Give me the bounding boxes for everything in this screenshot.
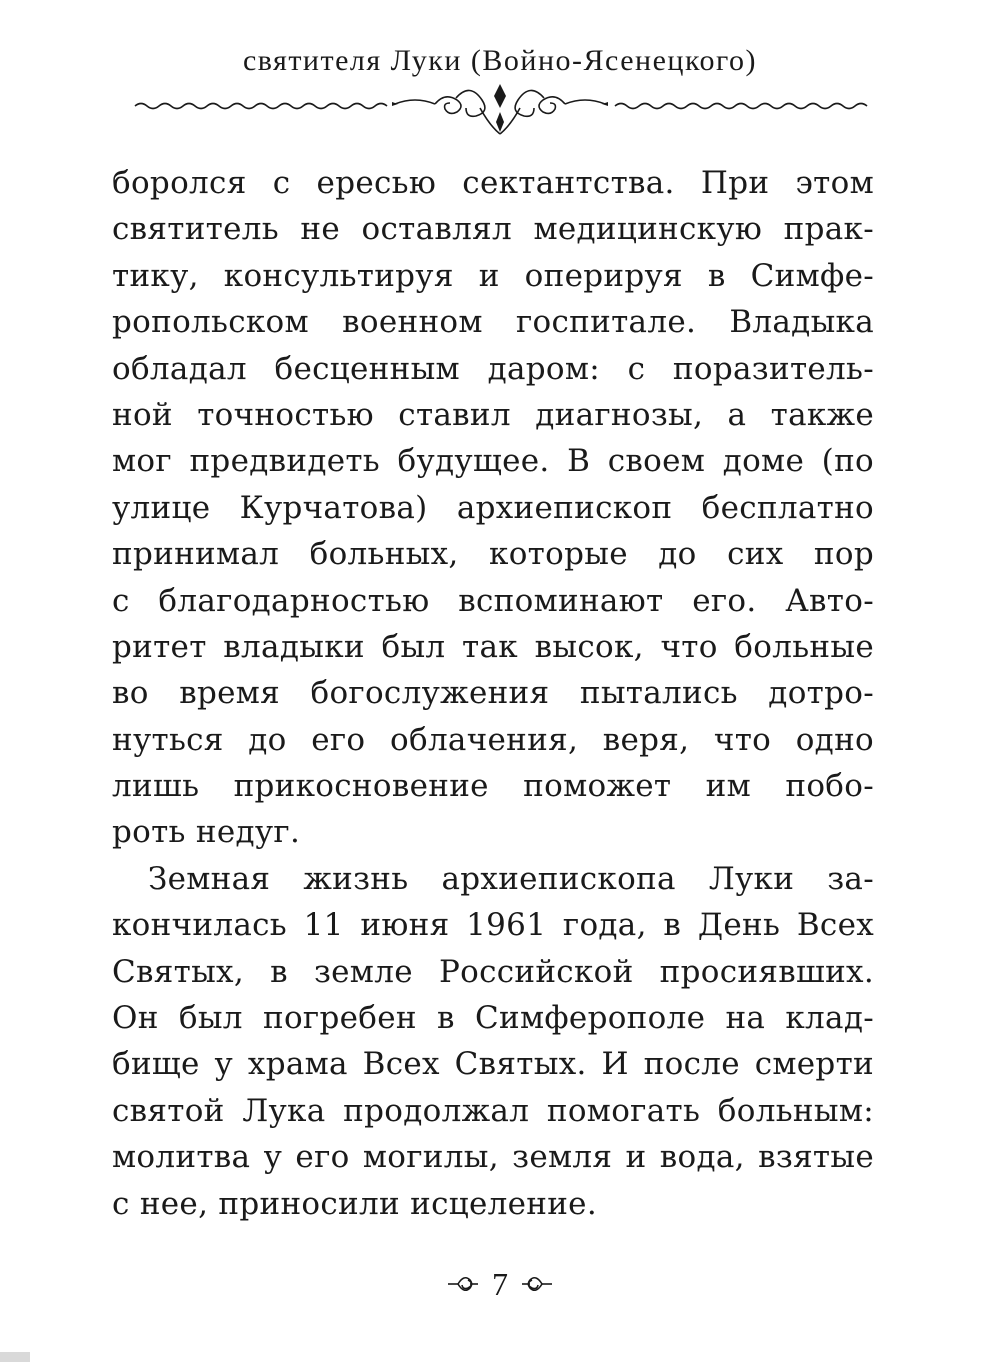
paragraph-1 [112,160,874,856]
text-line: Он был погребен в Симферополе на клад- [112,1000,874,1037]
text-line: мог предвидеть будущее. В своем доме (по [112,443,874,480]
flourish-left-icon [446,1271,480,1297]
text-line: молитва у его могилы, земля и вода, взятые [112,1139,874,1176]
body-text [112,160,874,1227]
page-footer [0,1264,1000,1304]
text-line: улице Курчатова) архиепископ бесплатно [112,489,874,526]
text-line: обладал бесценным даром: с поразитель- [112,350,874,387]
text-line: тику, консультируя и оперируя в Симфе- [112,257,874,294]
text-line: ропольском военном госпитале. Владыка [112,304,874,341]
running-title: святителя Луки (Войно-Ясенецкого) [242,44,758,77]
flourish-right-icon [520,1271,554,1297]
text-line: принимал больных, которые до сих пор [112,536,874,573]
page-edge-mark [0,1352,30,1362]
text-line: Земная жизнь архиепископа Луки за- [148,860,874,897]
text-line: святой Лука продолжал помогать больным: [112,1092,874,1129]
text-line: Святых, в земле Российской просиявших. [112,953,874,990]
paragraph-2 [112,856,874,1227]
text-line: во время богослужения пытались дотро- [112,675,874,712]
text-line: ной точностью ставил диагнозы, а также [112,396,874,433]
text-line: с нее, приносили исцеление. [112,1185,597,1222]
page-number: 7 [492,1265,508,1302]
text-line: боролся с ересью сектантства. При этом [112,165,874,201]
scroll-ornament-icon [130,78,870,138]
text-line: лишь прикосновение поможет им побо- [112,768,874,805]
text-line: с благодарностью вспоминают его. Авто- [112,582,874,619]
text-line: бище у храма Всех Святых. И после смерти [112,1046,874,1083]
text-line: нуться до его облачения, веря, что одно [112,721,874,758]
text-line: кончилась 11 июня 1961 года, в День Всех [112,907,874,944]
text-line: ритет владыки был так высок, что больные [112,628,874,665]
text-line: святитель не оставлял медицинскую прак- [112,211,874,248]
text-line: роть недуг. [112,814,301,851]
